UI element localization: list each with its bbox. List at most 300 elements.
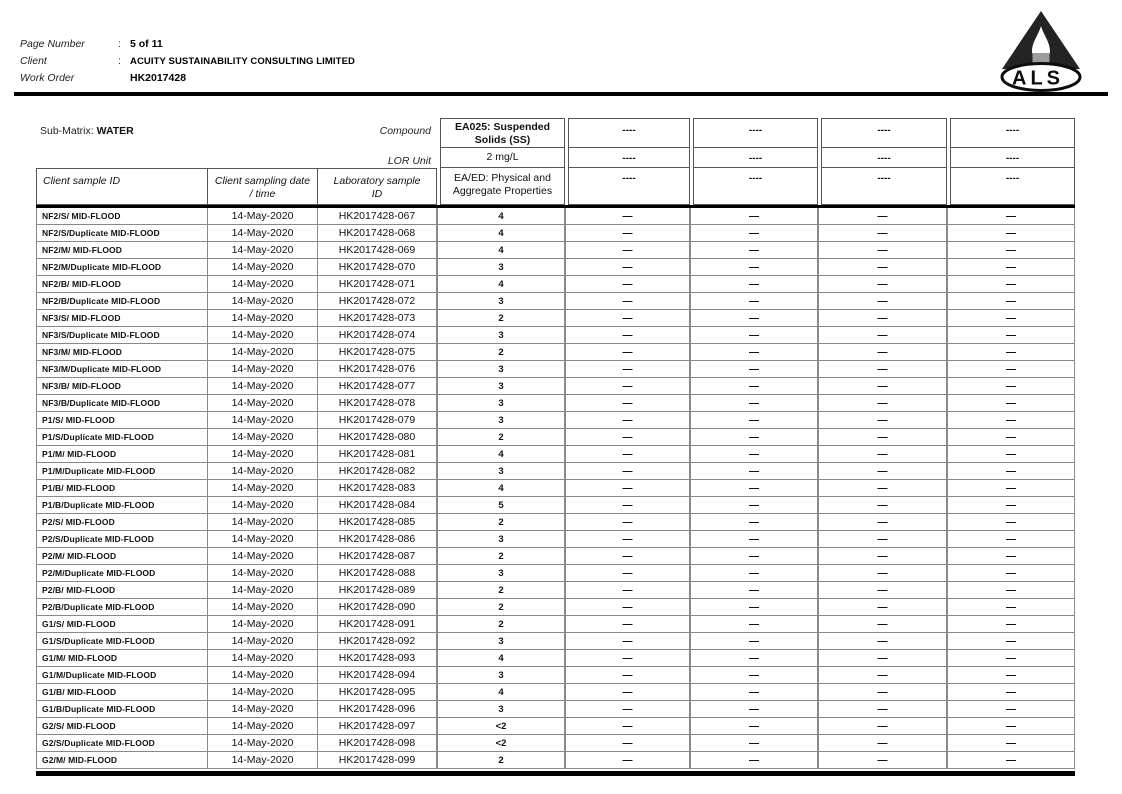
lab-sample-id-cell: HK2017428-080 xyxy=(318,429,437,446)
sample-id-cell: G2/M/ MID-FLOOD xyxy=(36,752,208,769)
empty-result-cell: — xyxy=(690,633,818,650)
result-value-cell: 2 xyxy=(437,344,565,361)
table-row xyxy=(36,633,1075,650)
lor-unit-value: 2 mg/L xyxy=(440,148,565,168)
result-value-cell: 4 xyxy=(437,480,565,497)
empty-result-cell: — xyxy=(565,684,690,701)
sampling-date-cell: 14-May-2020 xyxy=(208,361,318,378)
empty-result-cell: — xyxy=(818,225,947,242)
logo-text: ALS xyxy=(1012,67,1064,90)
empty-result-cell: — xyxy=(947,276,1075,293)
column-header-client-sample-id xyxy=(36,168,208,205)
header-line: Client sample ID xyxy=(43,175,121,187)
empty-result-cell: — xyxy=(565,327,690,344)
result-value-cell: 2 xyxy=(437,514,565,531)
lor-unit-row-cell xyxy=(36,148,437,168)
empty-result-cell: — xyxy=(690,735,818,752)
sample-id-cell: P2/M/Duplicate MID-FLOOD xyxy=(36,565,208,582)
sampling-date-cell: 14-May-2020 xyxy=(208,429,318,446)
empty-result-cell: — xyxy=(690,752,818,769)
placeholder-dashes: ---- xyxy=(748,153,763,164)
sample-id-cell: G2/S/Duplicate MID-FLOOD xyxy=(36,735,208,752)
empty-result-cell: — xyxy=(565,616,690,633)
result-value-cell: 2 xyxy=(437,310,565,327)
empty-result-cell: — xyxy=(565,480,690,497)
lab-sample-id-cell: HK2017428-076 xyxy=(318,361,437,378)
empty-result-cell: — xyxy=(818,701,947,718)
table-row xyxy=(36,242,1075,259)
sampling-date-cell: 14-May-2020 xyxy=(208,208,318,225)
sub-matrix-cell xyxy=(36,118,437,148)
results-table-area xyxy=(36,118,1075,776)
empty-result-cell: — xyxy=(690,225,818,242)
lab-sample-id-cell: HK2017428-090 xyxy=(318,599,437,616)
sampling-date-cell: 14-May-2020 xyxy=(208,582,318,599)
lab-sample-id-cell: HK2017428-083 xyxy=(318,480,437,497)
empty-result-cell: — xyxy=(947,310,1075,327)
empty-result-cell: — xyxy=(565,735,690,752)
empty-result-cell: — xyxy=(690,531,818,548)
sampling-date-cell: 14-May-2020 xyxy=(208,276,318,293)
result-value-cell: 4 xyxy=(437,276,565,293)
sample-id-cell: G1/B/ MID-FLOOD xyxy=(36,684,208,701)
empty-result-cell: — xyxy=(690,684,818,701)
sample-id-cell: NF2/M/Duplicate MID-FLOOD xyxy=(36,259,208,276)
empty-result-cell: — xyxy=(818,633,947,650)
empty-result-cell: — xyxy=(565,259,690,276)
empty-result-cell: — xyxy=(565,582,690,599)
lab-sample-id-cell: HK2017428-097 xyxy=(318,718,437,735)
sampling-date-cell: 14-May-2020 xyxy=(208,531,318,548)
empty-result-cell: — xyxy=(690,293,818,310)
sampling-date-cell: 14-May-2020 xyxy=(208,701,318,718)
result-value-cell: 3 xyxy=(437,531,565,548)
empty-result-cell: — xyxy=(565,344,690,361)
empty-result-cell: — xyxy=(690,395,818,412)
sampling-date-cell: 14-May-2020 xyxy=(208,514,318,531)
sampling-date-cell: 14-May-2020 xyxy=(208,412,318,429)
empty-result-cell: — xyxy=(818,259,947,276)
sample-table-body xyxy=(36,208,1075,769)
empty-result-cell: — xyxy=(690,446,818,463)
empty-result-cell: — xyxy=(947,378,1075,395)
result-value-cell: 3 xyxy=(437,667,565,684)
empty-result-cell: — xyxy=(565,514,690,531)
empty-result-cell: — xyxy=(565,565,690,582)
sample-id-cell: P2/B/Duplicate MID-FLOOD xyxy=(36,599,208,616)
lab-sample-id-cell: HK2017428-085 xyxy=(318,514,437,531)
header-line: / time xyxy=(249,188,276,200)
sampling-date-cell: 14-May-2020 xyxy=(208,735,318,752)
empty-result-cell: — xyxy=(565,463,690,480)
empty-compound-header xyxy=(568,118,690,148)
result-value-cell: 3 xyxy=(437,633,565,650)
sampling-date-cell: 14-May-2020 xyxy=(208,599,318,616)
sample-id-cell: NF2/B/ MID-FLOOD xyxy=(36,276,208,293)
table-row xyxy=(36,752,1075,769)
empty-result-cell: — xyxy=(565,242,690,259)
empty-result-cell: — xyxy=(565,395,690,412)
placeholder-dashes: ---- xyxy=(877,125,891,136)
empty-result-cell: — xyxy=(947,463,1075,480)
header-divider-rule xyxy=(14,92,1108,96)
table-row xyxy=(36,446,1075,463)
empty-result-cell: — xyxy=(947,293,1075,310)
empty-result-cell: — xyxy=(818,463,947,480)
result-value-cell: 3 xyxy=(437,463,565,480)
doc-header xyxy=(20,38,580,89)
empty-result-cell: — xyxy=(690,242,818,259)
empty-result-cell: — xyxy=(565,446,690,463)
column-header-lab-sample-id xyxy=(318,168,437,205)
header-line: Client sampling date xyxy=(214,175,311,187)
empty-result-cell: — xyxy=(947,752,1075,769)
empty-result-cell: — xyxy=(818,684,947,701)
empty-result-cell: — xyxy=(565,429,690,446)
lab-sample-id-cell: HK2017428-095 xyxy=(318,684,437,701)
empty-result-cell: — xyxy=(690,616,818,633)
header-line: Laboratory sample xyxy=(333,175,421,187)
empty-result-cell: — xyxy=(565,633,690,650)
empty-result-cell: — xyxy=(947,701,1075,718)
empty-result-cell: — xyxy=(565,276,690,293)
table-row xyxy=(36,225,1075,242)
empty-lor-cell xyxy=(950,148,1075,168)
placeholder-dashes: ---- xyxy=(1005,125,1020,136)
table-row xyxy=(36,667,1075,684)
lab-sample-id-cell: HK2017428-070 xyxy=(318,259,437,276)
result-value-cell: 5 xyxy=(437,497,565,514)
empty-result-cell: — xyxy=(947,480,1075,497)
sampling-date-cell: 14-May-2020 xyxy=(208,395,318,412)
placeholder-dashes: ---- xyxy=(748,125,763,136)
empty-result-cell: — xyxy=(818,599,947,616)
empty-result-cell: — xyxy=(818,412,947,429)
lab-sample-id-cell: HK2017428-074 xyxy=(318,327,437,344)
page-number-value: 5 of 11 xyxy=(130,38,163,50)
table-row xyxy=(36,480,1075,497)
sample-id-cell: NF3/B/ MID-FLOOD xyxy=(36,378,208,395)
sampling-date-cell: 14-May-2020 xyxy=(208,718,318,735)
empty-result-cell: — xyxy=(947,361,1075,378)
empty-result-cell: — xyxy=(947,650,1075,667)
result-value-cell: 2 xyxy=(437,599,565,616)
empty-result-cell: — xyxy=(565,378,690,395)
sampling-date-cell: 14-May-2020 xyxy=(208,344,318,361)
lab-sample-id-cell: HK2017428-071 xyxy=(318,276,437,293)
lab-sample-id-cell: HK2017428-077 xyxy=(318,378,437,395)
result-value-cell: 4 xyxy=(437,225,565,242)
empty-result-cell: — xyxy=(818,395,947,412)
als-logo-icon xyxy=(988,7,1094,93)
lor-unit-row-label: LOR Unit xyxy=(387,155,431,167)
empty-result-cell: — xyxy=(818,480,947,497)
table-row xyxy=(36,616,1075,633)
empty-result-cell: — xyxy=(565,667,690,684)
result-value-cell: 2 xyxy=(437,616,565,633)
empty-result-cell: — xyxy=(947,735,1075,752)
empty-method-cell xyxy=(693,168,818,205)
placeholder-dashes: ---- xyxy=(1005,153,1020,164)
empty-result-cell: — xyxy=(818,616,947,633)
sample-id-cell: NF2/B/Duplicate MID-FLOOD xyxy=(36,293,208,310)
sampling-date-cell: 14-May-2020 xyxy=(208,327,318,344)
empty-result-cell: — xyxy=(947,718,1075,735)
sample-id-cell: P1/B/ MID-FLOOD xyxy=(36,480,208,497)
client-label: Client xyxy=(20,55,47,67)
lab-sample-id-cell: HK2017428-094 xyxy=(318,667,437,684)
client-value: ACUITY SUSTAINABILITY CONSULTING LIMITED xyxy=(130,56,355,67)
sampling-date-cell: 14-May-2020 xyxy=(208,225,318,242)
table-row xyxy=(36,310,1075,327)
result-value-cell: 3 xyxy=(437,395,565,412)
empty-result-cell: — xyxy=(947,259,1075,276)
empty-result-cell: — xyxy=(947,344,1075,361)
sub-matrix-label: Sub-Matrix: xyxy=(40,125,94,137)
table-row xyxy=(36,514,1075,531)
empty-result-cell: — xyxy=(565,548,690,565)
empty-result-cell: — xyxy=(818,310,947,327)
table-row xyxy=(36,565,1075,582)
empty-result-cell: — xyxy=(690,276,818,293)
table-row xyxy=(36,684,1075,701)
lab-sample-id-cell: HK2017428-075 xyxy=(318,344,437,361)
placeholder-dashes: ---- xyxy=(877,173,891,184)
empty-result-cell: — xyxy=(565,293,690,310)
table-row xyxy=(36,548,1075,565)
empty-result-cell: — xyxy=(818,497,947,514)
empty-result-cell: — xyxy=(818,752,947,769)
sample-id-cell: G2/S/ MID-FLOOD xyxy=(36,718,208,735)
placeholder-dashes: ---- xyxy=(622,153,636,164)
empty-result-cell: — xyxy=(565,701,690,718)
sampling-date-cell: 14-May-2020 xyxy=(208,548,318,565)
lab-sample-id-cell: HK2017428-088 xyxy=(318,565,437,582)
result-value-cell: 4 xyxy=(437,446,565,463)
empty-result-cell: — xyxy=(818,276,947,293)
empty-result-cell: — xyxy=(690,667,818,684)
empty-result-cell: — xyxy=(818,667,947,684)
lab-sample-id-cell: HK2017428-067 xyxy=(318,208,437,225)
result-value-cell: <2 xyxy=(437,735,565,752)
lab-sample-id-cell: HK2017428-073 xyxy=(318,310,437,327)
table-row xyxy=(36,412,1075,429)
placeholder-dashes: ---- xyxy=(622,173,636,184)
empty-result-cell: — xyxy=(818,446,947,463)
empty-result-cell: — xyxy=(947,684,1075,701)
empty-result-cell: — xyxy=(818,718,947,735)
table-row xyxy=(36,276,1075,293)
empty-result-cell: — xyxy=(565,752,690,769)
table-row xyxy=(36,463,1075,480)
empty-result-cell: — xyxy=(565,361,690,378)
result-value-cell: 3 xyxy=(437,259,565,276)
lab-sample-id-cell: HK2017428-084 xyxy=(318,497,437,514)
colon: : xyxy=(118,55,121,67)
empty-result-cell: — xyxy=(947,667,1075,684)
empty-result-cell: — xyxy=(690,548,818,565)
empty-method-cell xyxy=(821,168,947,205)
empty-result-cell: — xyxy=(818,582,947,599)
empty-result-cell: — xyxy=(690,429,818,446)
empty-result-cell: — xyxy=(818,327,947,344)
empty-compound-header xyxy=(950,118,1075,148)
placeholder-dashes: ---- xyxy=(748,173,763,184)
empty-result-cell: — xyxy=(818,293,947,310)
empty-result-cell: — xyxy=(947,412,1075,429)
empty-method-cell xyxy=(950,168,1075,205)
sampling-date-cell: 14-May-2020 xyxy=(208,480,318,497)
table-row xyxy=(36,259,1075,276)
result-value-cell: 4 xyxy=(437,242,565,259)
table-row xyxy=(36,395,1075,412)
table-row xyxy=(36,599,1075,616)
sampling-date-cell: 14-May-2020 xyxy=(208,616,318,633)
sample-id-cell: P1/M/Duplicate MID-FLOOD xyxy=(36,463,208,480)
lab-sample-id-cell: HK2017428-086 xyxy=(318,531,437,548)
sample-id-cell: NF3/S/ MID-FLOOD xyxy=(36,310,208,327)
lab-sample-id-cell: HK2017428-096 xyxy=(318,701,437,718)
empty-result-cell: — xyxy=(947,242,1075,259)
sampling-date-cell: 14-May-2020 xyxy=(208,565,318,582)
work-order-row xyxy=(20,72,580,89)
table-row xyxy=(36,327,1075,344)
placeholder-dashes: ---- xyxy=(877,153,891,164)
empty-method-cell xyxy=(568,168,690,205)
sampling-date-cell: 14-May-2020 xyxy=(208,310,318,327)
result-value-cell: 4 xyxy=(437,208,565,225)
empty-lor-cell xyxy=(821,148,947,168)
table-row xyxy=(36,293,1075,310)
empty-result-cell: — xyxy=(818,735,947,752)
empty-result-cell: — xyxy=(690,497,818,514)
sample-id-cell: G1/M/Duplicate MID-FLOOD xyxy=(36,667,208,684)
empty-result-cell: — xyxy=(690,463,818,480)
result-value-cell: 3 xyxy=(437,412,565,429)
result-value-cell: 2 xyxy=(437,548,565,565)
placeholder-dashes: ---- xyxy=(1005,173,1020,184)
empty-result-cell: — xyxy=(690,582,818,599)
sample-id-cell: NF3/M/ MID-FLOOD xyxy=(36,344,208,361)
empty-result-cell: — xyxy=(690,514,818,531)
empty-result-cell: — xyxy=(565,497,690,514)
empty-result-cell: — xyxy=(565,650,690,667)
work-order-value: HK2017428 xyxy=(130,72,187,84)
result-value-cell: 3 xyxy=(437,327,565,344)
sample-id-cell: P1/B/Duplicate MID-FLOOD xyxy=(36,497,208,514)
empty-result-cell: — xyxy=(947,548,1075,565)
empty-result-cell: — xyxy=(818,208,947,225)
empty-compound-header xyxy=(693,118,818,148)
empty-result-cell: — xyxy=(818,242,947,259)
sample-id-cell: NF3/M/Duplicate MID-FLOOD xyxy=(36,361,208,378)
sample-id-cell: G1/S/ MID-FLOOD xyxy=(36,616,208,633)
empty-result-cell: — xyxy=(690,650,818,667)
empty-result-cell: — xyxy=(690,378,818,395)
table-row xyxy=(36,650,1075,667)
placeholder-dashes: ---- xyxy=(622,125,636,136)
sampling-date-cell: 14-May-2020 xyxy=(208,684,318,701)
empty-result-cell: — xyxy=(565,599,690,616)
sampling-date-cell: 14-May-2020 xyxy=(208,667,318,684)
lab-sample-id-cell: HK2017428-098 xyxy=(318,735,437,752)
empty-result-cell: — xyxy=(818,429,947,446)
table-row xyxy=(36,497,1075,514)
lab-sample-id-cell: HK2017428-087 xyxy=(318,548,437,565)
empty-result-cell: — xyxy=(818,514,947,531)
table-row xyxy=(36,429,1075,446)
empty-compound-header xyxy=(821,118,947,148)
lab-sample-id-cell: HK2017428-082 xyxy=(318,463,437,480)
colon: : xyxy=(118,38,121,50)
lab-sample-id-cell: HK2017428-099 xyxy=(318,752,437,769)
table-row xyxy=(36,531,1075,548)
empty-result-cell: — xyxy=(690,599,818,616)
column-header-sampling-date xyxy=(208,168,318,205)
result-value-cell: 2 xyxy=(437,752,565,769)
sampling-date-cell: 14-May-2020 xyxy=(208,752,318,769)
lab-sample-id-cell: HK2017428-091 xyxy=(318,616,437,633)
empty-result-cell: — xyxy=(565,225,690,242)
sample-table xyxy=(36,208,1075,769)
result-value-cell: 3 xyxy=(437,565,565,582)
empty-result-cell: — xyxy=(565,531,690,548)
empty-result-cell: — xyxy=(690,718,818,735)
empty-result-cell: — xyxy=(565,310,690,327)
sample-id-cell: NF3/S/Duplicate MID-FLOOD xyxy=(36,327,208,344)
sample-id-cell: NF3/B/Duplicate MID-FLOOD xyxy=(36,395,208,412)
empty-result-cell: — xyxy=(818,361,947,378)
table-row xyxy=(36,701,1075,718)
empty-result-cell: — xyxy=(565,718,690,735)
sample-id-cell: P2/S/Duplicate MID-FLOOD xyxy=(36,531,208,548)
table-bottom-rule xyxy=(36,771,1075,776)
empty-lor-cell xyxy=(693,148,818,168)
table-row xyxy=(36,378,1075,395)
empty-result-cell: — xyxy=(947,633,1075,650)
empty-result-cell: — xyxy=(818,378,947,395)
lab-sample-id-cell: HK2017428-092 xyxy=(318,633,437,650)
sample-id-cell: P2/B/ MID-FLOOD xyxy=(36,582,208,599)
empty-result-cell: — xyxy=(818,344,947,361)
result-value-cell: 3 xyxy=(437,378,565,395)
empty-result-cell: — xyxy=(565,412,690,429)
result-value-cell: 3 xyxy=(437,361,565,378)
work-order-label: Work Order xyxy=(20,72,75,84)
als-logo xyxy=(988,7,1094,93)
sample-id-cell: P1/M/ MID-FLOOD xyxy=(36,446,208,463)
empty-result-cell: — xyxy=(565,208,690,225)
sample-id-cell: NF2/S/Duplicate MID-FLOOD xyxy=(36,225,208,242)
lab-sample-id-cell: HK2017428-079 xyxy=(318,412,437,429)
method-group-header: EA/ED: Physical and Aggregate Properties xyxy=(440,168,565,205)
table-row xyxy=(36,582,1075,599)
lab-sample-id-cell: HK2017428-068 xyxy=(318,225,437,242)
sampling-date-cell: 14-May-2020 xyxy=(208,633,318,650)
empty-result-cell: — xyxy=(690,259,818,276)
empty-result-cell: — xyxy=(690,361,818,378)
lab-sample-id-cell: HK2017428-089 xyxy=(318,582,437,599)
empty-result-cell: — xyxy=(818,650,947,667)
sample-id-cell: G1/M/ MID-FLOOD xyxy=(36,650,208,667)
empty-result-cell: — xyxy=(690,327,818,344)
sampling-date-cell: 14-May-2020 xyxy=(208,497,318,514)
empty-result-cell: — xyxy=(947,531,1075,548)
empty-result-cell: — xyxy=(690,208,818,225)
lab-sample-id-cell: HK2017428-069 xyxy=(318,242,437,259)
sampling-date-cell: 14-May-2020 xyxy=(208,293,318,310)
empty-result-cell: — xyxy=(690,310,818,327)
